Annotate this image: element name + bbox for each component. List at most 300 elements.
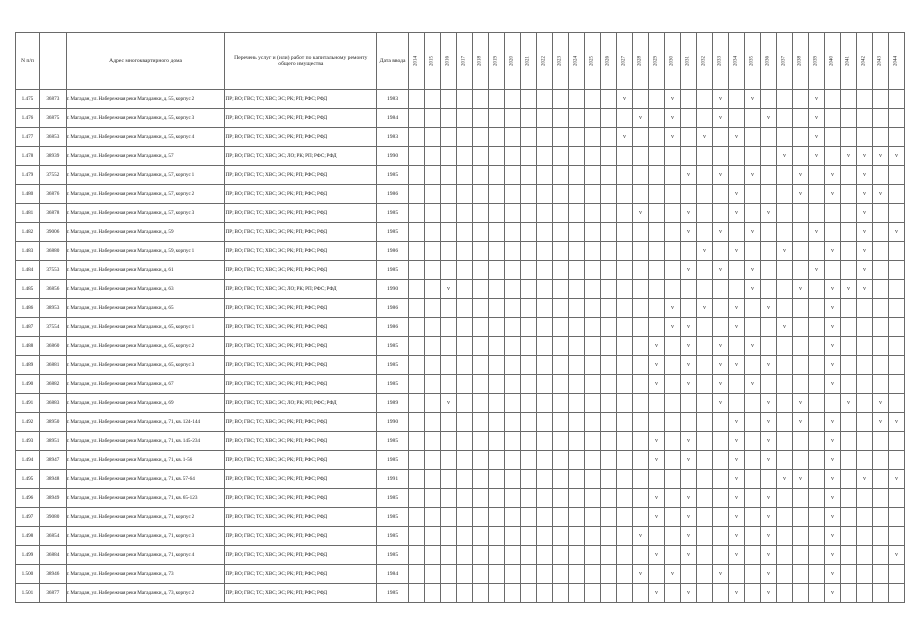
year-cell	[488, 185, 504, 204]
table-row	[16, 280, 905, 299]
year-cell	[456, 204, 472, 223]
year-cell	[872, 451, 888, 470]
year-cell	[872, 242, 888, 261]
year-cell	[616, 413, 632, 432]
year-cell	[856, 565, 872, 584]
year-cell	[488, 356, 504, 375]
year-check: v	[712, 394, 728, 413]
year-cell	[568, 394, 584, 413]
year-cell	[808, 242, 824, 261]
year-cell	[776, 109, 792, 128]
year-check: v	[872, 394, 888, 413]
service-list: ПР; ВО; ГВС; ТС; ХВС; ЭС; РК; РП; РФС; РФД	[225, 375, 377, 394]
year-cell	[856, 527, 872, 546]
year-cell	[632, 223, 648, 242]
year-cell	[600, 147, 616, 166]
year-cell	[808, 489, 824, 508]
year-check: v	[728, 128, 744, 147]
table-row	[16, 584, 905, 603]
year-cell	[456, 147, 472, 166]
year-cell	[840, 318, 856, 337]
year-cell	[536, 470, 552, 489]
table-row	[16, 261, 905, 280]
header-year	[712, 33, 728, 90]
document-page	[15, 32, 905, 603]
year-cell	[488, 527, 504, 546]
year-cell	[504, 508, 520, 527]
service-list: ПР; ВО; ГВС; ТС; ХВС; ЭС; РК; РП; РФС; РФД	[225, 584, 377, 603]
header-year	[616, 33, 632, 90]
service-list: ПР; ВО; ГВС; ТС; ХВС; ЭС; РК; РП; РФС; РФД	[225, 223, 377, 242]
year-cell	[696, 318, 712, 337]
year-cell	[536, 204, 552, 223]
table-row	[16, 185, 905, 204]
year-cell	[568, 261, 584, 280]
year-cell	[472, 299, 488, 318]
year-check: v	[728, 451, 744, 470]
year-cell	[504, 375, 520, 394]
year-cell	[504, 546, 520, 565]
year-cell	[472, 261, 488, 280]
year-cell	[776, 356, 792, 375]
year-cell	[488, 432, 504, 451]
year-cell	[728, 147, 744, 166]
year-cell	[776, 128, 792, 147]
year-cell	[664, 147, 680, 166]
year-cell	[792, 90, 808, 109]
year-check: v	[824, 527, 840, 546]
year-check: v	[808, 128, 824, 147]
year-cell	[664, 508, 680, 527]
year-cell	[568, 451, 584, 470]
year-cell	[792, 451, 808, 470]
year-cell	[648, 109, 664, 128]
building-id: 36880	[39, 242, 66, 261]
year-label: 2031	[685, 56, 691, 66]
building-address: г. Магадан, ул. Набережная реки Магаданки, д. 57, корпус 1	[66, 166, 225, 185]
year-label: 2024	[573, 56, 579, 66]
year-cell	[840, 546, 856, 565]
year-cell	[424, 242, 440, 261]
year-cell	[696, 451, 712, 470]
year-cell	[600, 261, 616, 280]
year-cell	[568, 90, 584, 109]
year-cell	[488, 166, 504, 185]
year-cell	[792, 546, 808, 565]
year-cell	[472, 337, 488, 356]
commission-year: 1985	[377, 204, 409, 223]
year-cell	[488, 204, 504, 223]
year-cell	[520, 527, 536, 546]
header-year	[632, 33, 648, 90]
header-year	[408, 33, 424, 90]
building-address: г. Магадан, ул. Набережная реки Магаданки, д. 65, корпус 1	[66, 318, 225, 337]
year-cell	[616, 394, 632, 413]
commission-year: 1990	[377, 147, 409, 166]
year-label: 2025	[589, 56, 595, 66]
year-check: v	[728, 584, 744, 603]
year-cell	[472, 375, 488, 394]
year-cell	[840, 432, 856, 451]
year-check: v	[824, 375, 840, 394]
year-cell	[664, 470, 680, 489]
year-cell	[584, 565, 600, 584]
year-cell	[760, 166, 776, 185]
year-cell	[808, 204, 824, 223]
year-cell	[616, 489, 632, 508]
service-list: ПР; ВО; ГВС; ТС; ХВС; ЭС; РК; РП; РФС; РФД	[225, 527, 377, 546]
year-check: v	[680, 204, 696, 223]
year-cell	[824, 261, 840, 280]
year-check: v	[824, 242, 840, 261]
year-cell	[792, 299, 808, 318]
year-cell	[776, 204, 792, 223]
year-cell	[760, 375, 776, 394]
commission-year: 1986	[377, 299, 409, 318]
year-cell	[472, 147, 488, 166]
year-cell	[712, 584, 728, 603]
year-cell	[840, 337, 856, 356]
year-check: v	[792, 280, 808, 299]
year-cell	[600, 394, 616, 413]
header-year	[504, 33, 520, 90]
year-check: v	[712, 109, 728, 128]
year-cell	[776, 90, 792, 109]
year-cell	[536, 489, 552, 508]
year-cell	[888, 432, 904, 451]
header-year	[760, 33, 776, 90]
year-cell	[664, 204, 680, 223]
year-cell	[616, 451, 632, 470]
year-cell	[488, 223, 504, 242]
year-cell	[872, 90, 888, 109]
year-cell	[648, 242, 664, 261]
year-cell	[552, 242, 568, 261]
year-cell	[776, 489, 792, 508]
year-cell	[424, 470, 440, 489]
year-cell	[632, 185, 648, 204]
year-cell	[824, 147, 840, 166]
header-year	[792, 33, 808, 90]
year-cell	[568, 489, 584, 508]
year-cell	[728, 565, 744, 584]
year-label: 2034	[733, 56, 739, 66]
row-number: 1.478	[16, 147, 40, 166]
year-cell	[408, 185, 424, 204]
row-number: 1.477	[16, 128, 40, 147]
year-cell	[872, 432, 888, 451]
year-cell	[520, 565, 536, 584]
service-list: ПР; ВО; ГВС; ТС; ХВС; ЭС; РК; РП; РФС; РФД	[225, 356, 377, 375]
year-check: v	[792, 394, 808, 413]
year-cell	[776, 375, 792, 394]
year-cell	[472, 413, 488, 432]
table-row	[16, 223, 905, 242]
year-cell	[424, 375, 440, 394]
year-cell	[424, 147, 440, 166]
year-check: v	[824, 546, 840, 565]
year-cell	[728, 90, 744, 109]
row-number: 1.485	[16, 280, 40, 299]
year-cell	[872, 375, 888, 394]
year-cell	[632, 584, 648, 603]
year-cell	[424, 432, 440, 451]
year-cell	[520, 204, 536, 223]
year-cell	[600, 432, 616, 451]
year-cell	[408, 451, 424, 470]
year-cell	[600, 413, 616, 432]
year-cell	[808, 318, 824, 337]
commission-year: 1984	[377, 565, 409, 584]
year-cell	[424, 128, 440, 147]
year-cell	[440, 432, 456, 451]
year-cell	[520, 318, 536, 337]
building-address: г. Магадан, ул. Набережная реки Магаданки, д. 63	[66, 280, 225, 299]
building-address: г. Магадан, ул. Набережная реки Магаданки, д. 55, корпус 3	[66, 109, 225, 128]
year-cell	[488, 508, 504, 527]
year-cell	[840, 451, 856, 470]
year-check: v	[744, 375, 760, 394]
year-cell	[840, 375, 856, 394]
year-cell	[520, 413, 536, 432]
building-address: г. Магадан, ул. Набережная реки Магаданки, д. 71, кв. 124-144	[66, 413, 225, 432]
year-cell	[584, 527, 600, 546]
year-cell	[776, 546, 792, 565]
year-cell	[728, 280, 744, 299]
year-cell	[568, 166, 584, 185]
year-cell	[616, 527, 632, 546]
year-cell	[824, 128, 840, 147]
service-list: ПР; ВО; ГВС; ТС; ХВС; ЭС; РК; РП; РФС; РФД	[225, 109, 377, 128]
commission-year: 1985	[377, 166, 409, 185]
year-cell	[600, 299, 616, 318]
commission-year: 1986	[377, 242, 409, 261]
year-cell	[808, 527, 824, 546]
building-id: 38953	[39, 299, 66, 318]
year-cell	[584, 90, 600, 109]
year-cell	[776, 432, 792, 451]
year-check: v	[888, 470, 904, 489]
year-cell	[520, 299, 536, 318]
year-cell	[504, 584, 520, 603]
year-cell	[488, 489, 504, 508]
year-cell	[488, 546, 504, 565]
year-label: 2019	[493, 56, 499, 66]
year-check: v	[728, 204, 744, 223]
year-cell	[696, 527, 712, 546]
year-cell	[680, 394, 696, 413]
table-row	[16, 242, 905, 261]
header-year	[440, 33, 456, 90]
year-cell	[840, 109, 856, 128]
year-cell	[424, 546, 440, 565]
year-cell	[504, 242, 520, 261]
year-cell	[584, 413, 600, 432]
building-id: 36853	[39, 128, 66, 147]
header-year	[840, 33, 856, 90]
year-cell	[808, 280, 824, 299]
year-check: v	[840, 147, 856, 166]
year-cell	[536, 185, 552, 204]
year-cell	[552, 565, 568, 584]
service-list: ПР; ВО; ГВС; ТС; ХВС; ЭС; РК; РП; РФС; РФД	[225, 261, 377, 280]
year-check: v	[440, 394, 456, 413]
year-cell	[408, 565, 424, 584]
year-cell	[408, 375, 424, 394]
building-id: 37553	[39, 261, 66, 280]
year-check: v	[728, 185, 744, 204]
year-cell	[504, 356, 520, 375]
year-cell	[856, 508, 872, 527]
year-cell	[744, 413, 760, 432]
year-cell	[536, 508, 552, 527]
year-check: v	[712, 166, 728, 185]
year-cell	[600, 451, 616, 470]
year-cell	[472, 242, 488, 261]
year-check: v	[664, 565, 680, 584]
year-cell	[840, 242, 856, 261]
year-cell	[648, 565, 664, 584]
year-cell	[536, 451, 552, 470]
year-cell	[552, 261, 568, 280]
header-year	[424, 33, 440, 90]
year-cell	[472, 489, 488, 508]
year-cell	[808, 394, 824, 413]
year-check: v	[728, 299, 744, 318]
year-cell	[456, 318, 472, 337]
year-cell	[552, 413, 568, 432]
year-label: 2021	[525, 56, 531, 66]
year-cell	[504, 413, 520, 432]
header-id	[39, 33, 66, 90]
year-cell	[632, 166, 648, 185]
year-cell	[408, 223, 424, 242]
year-cell	[568, 204, 584, 223]
year-label: 2035	[749, 56, 755, 66]
year-check: v	[808, 147, 824, 166]
year-cell	[504, 299, 520, 318]
year-check: v	[712, 337, 728, 356]
year-cell	[408, 413, 424, 432]
year-cell	[408, 166, 424, 185]
table-row	[16, 204, 905, 223]
year-check: v	[776, 147, 792, 166]
year-cell	[856, 318, 872, 337]
header-year	[472, 33, 488, 90]
year-check: v	[728, 508, 744, 527]
year-label: 2027	[621, 56, 627, 66]
year-cell	[888, 185, 904, 204]
year-cell	[568, 318, 584, 337]
year-cell	[776, 337, 792, 356]
year-cell	[680, 299, 696, 318]
year-cell	[696, 223, 712, 242]
year-cell	[424, 508, 440, 527]
year-cell	[456, 451, 472, 470]
year-cell	[728, 166, 744, 185]
year-check: v	[680, 318, 696, 337]
year-cell	[472, 280, 488, 299]
year-cell	[456, 90, 472, 109]
year-check: v	[728, 413, 744, 432]
year-cell	[424, 261, 440, 280]
year-cell	[584, 432, 600, 451]
year-cell	[744, 185, 760, 204]
year-cell	[504, 318, 520, 337]
year-cell	[792, 584, 808, 603]
year-check: v	[728, 356, 744, 375]
year-cell	[552, 109, 568, 128]
building-address: г. Магадан, ул. Набережная реки Магаданки, д. 73, корпус 2	[66, 584, 225, 603]
year-check: v	[680, 451, 696, 470]
year-cell	[648, 527, 664, 546]
table-row	[16, 109, 905, 128]
year-cell	[808, 185, 824, 204]
year-check: v	[808, 90, 824, 109]
year-cell	[536, 299, 552, 318]
year-check: v	[648, 546, 664, 565]
service-list: ПР; ВО; ГВС; ТС; ХВС; ЭС; РК; РП; РФС; РФД	[225, 128, 377, 147]
row-number: 1.475	[16, 90, 40, 109]
year-cell	[552, 337, 568, 356]
year-cell	[424, 584, 440, 603]
year-check: v	[792, 166, 808, 185]
building-id: 36876	[39, 185, 66, 204]
year-check: v	[664, 128, 680, 147]
year-cell	[568, 242, 584, 261]
row-number: 1.501	[16, 584, 40, 603]
year-cell	[472, 451, 488, 470]
year-cell	[632, 356, 648, 375]
year-cell	[456, 166, 472, 185]
row-number: 1.481	[16, 204, 40, 223]
year-cell	[616, 546, 632, 565]
year-cell	[632, 318, 648, 337]
year-cell	[504, 432, 520, 451]
year-cell	[440, 508, 456, 527]
year-check: v	[648, 489, 664, 508]
year-cell	[712, 508, 728, 527]
building-address: г. Магадан, ул. Набережная реки Магаданки, д. 65	[66, 299, 225, 318]
year-cell	[568, 527, 584, 546]
row-number: 1.486	[16, 299, 40, 318]
year-cell	[744, 299, 760, 318]
building-id: 36881	[39, 356, 66, 375]
header-year	[808, 33, 824, 90]
commission-year: 1985	[377, 584, 409, 603]
service-list: ПР; ВО; ГВС; ТС; ХВС; ЭС; РК; РП; РФС; РФД	[225, 546, 377, 565]
year-check: v	[440, 280, 456, 299]
year-cell	[520, 394, 536, 413]
year-cell	[632, 451, 648, 470]
building-id: 36877	[39, 584, 66, 603]
year-cell	[568, 223, 584, 242]
year-cell	[760, 280, 776, 299]
year-cell	[648, 299, 664, 318]
row-number: 1.500	[16, 565, 40, 584]
year-cell	[648, 280, 664, 299]
year-cell	[760, 261, 776, 280]
year-cell	[408, 261, 424, 280]
year-cell	[488, 337, 504, 356]
year-cell	[664, 489, 680, 508]
year-check: v	[824, 280, 840, 299]
year-cell	[472, 166, 488, 185]
year-cell	[696, 413, 712, 432]
year-cell	[504, 565, 520, 584]
year-cell	[456, 185, 472, 204]
service-list: ПР; ВО; ГВС; ТС; ХВС; ЭС; РК; РП; РФС; РФД	[225, 508, 377, 527]
